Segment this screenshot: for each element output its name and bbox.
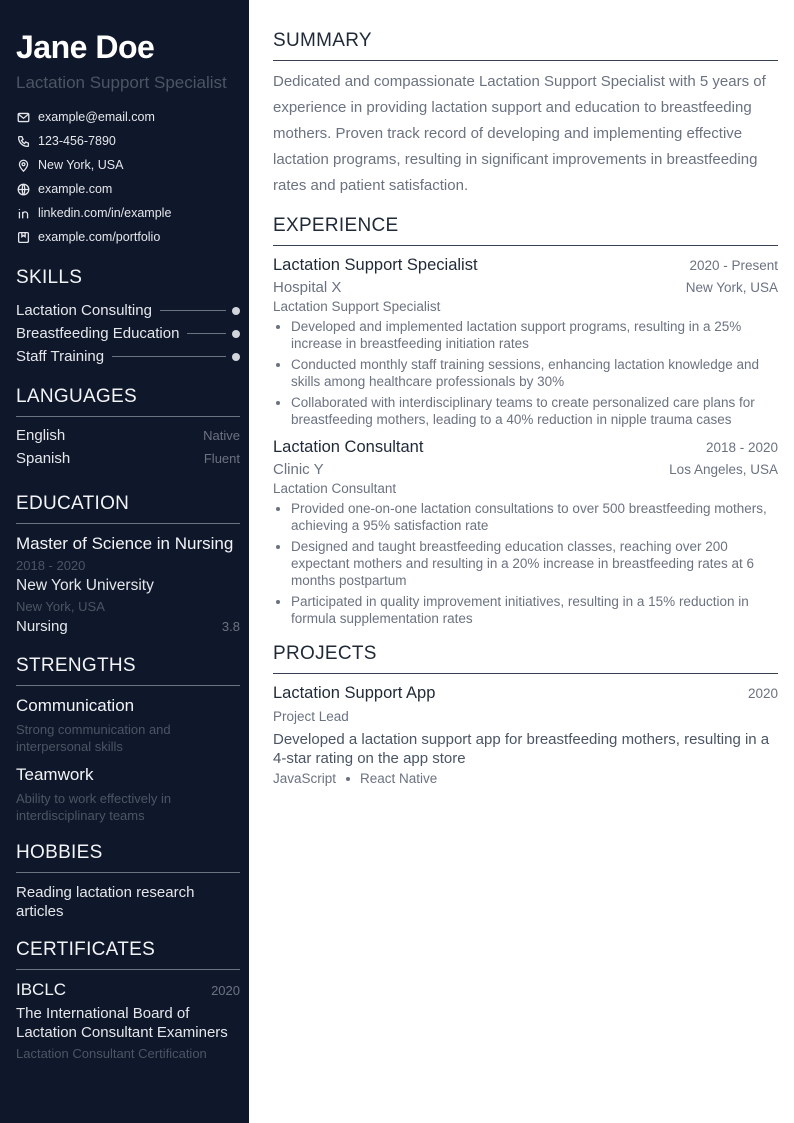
summary-heading: SUMMARY — [273, 30, 778, 61]
education-degree: Master of Science in Nursing — [16, 534, 234, 554]
hobby-item: Reading lactation research articles — [16, 884, 195, 921]
experience-entry — [273, 438, 778, 627]
experience-entry — [273, 256, 778, 428]
project-keywords — [273, 771, 778, 786]
contact-list — [16, 105, 240, 249]
strength-name: Teamwork — [16, 765, 94, 785]
hobbies-heading: HOBBIES — [16, 842, 240, 873]
certificate-row — [16, 980, 240, 1000]
job-company-row — [273, 461, 778, 478]
skill-dot — [232, 353, 240, 361]
job-company: Hospital X — [273, 279, 342, 296]
summary-text: Dedicated and compassionate Lactation Support Specialist with 5 years of experience in providing lactation support and education to breastfeeding mothers. Proven track record of developing and implementing effective lactation programs, resulting in significant improvements in breastfeeding rates and patient satisfaction. — [273, 73, 766, 194]
portfolio-icon — [16, 230, 30, 244]
certificate-issuer: The International Board of Lactation Consultant Examiners — [16, 1005, 228, 1042]
candidate-title: Lactation Support Specialist — [16, 73, 227, 93]
job-company: Clinic Y — [273, 461, 324, 478]
education-entry — [16, 534, 240, 635]
skill-label: Breastfeeding Education — [16, 325, 180, 343]
certificate-entry — [16, 980, 240, 1061]
contact-linkedin[interactable] — [16, 201, 240, 225]
job-location: New York, USA — [685, 280, 778, 295]
skills-heading: SKILLS — [16, 267, 83, 289]
skill-divider — [160, 310, 226, 311]
job-dates: 2018 - 2020 — [705, 440, 778, 455]
job-location: Los Angeles, USA — [669, 462, 778, 477]
contact-website-text: example.com — [38, 182, 113, 197]
keyword-separator — [346, 777, 350, 781]
certificates-heading: CERTIFICATES — [16, 939, 240, 970]
skill-item — [16, 345, 240, 368]
language-level: Native — [203, 428, 240, 444]
language-name: English — [16, 427, 66, 445]
education-dates: 2018 - 2020 — [16, 558, 86, 574]
education-area-row — [16, 618, 240, 635]
education-gpa: 3.8 — [221, 619, 240, 635]
language-level: Fluent — [203, 451, 240, 467]
skill-item — [16, 322, 240, 345]
sidebar — [0, 0, 249, 1123]
projects-heading: PROJECTS — [273, 643, 778, 674]
certificate-name: IBCLC — [16, 980, 67, 1000]
skill-divider — [187, 333, 226, 334]
project-year: 2020 — [747, 686, 778, 701]
job-role: Lactation Consultant — [273, 481, 397, 496]
project-header — [273, 684, 778, 703]
skill-dot — [232, 307, 240, 315]
contact-portfolio-text: example.com/portfolio — [38, 230, 161, 245]
education-location: New York, USA — [16, 599, 105, 615]
project-role: Project Lead — [273, 709, 349, 724]
certificate-year: 2020 — [211, 983, 240, 999]
languages-heading: LANGUAGES — [16, 386, 240, 417]
contact-email-text: example@email.com — [38, 110, 155, 125]
contact-email[interactable] — [16, 105, 240, 129]
project-desc: Developed a lactation support app for breastfeeding mothers, resulting in a 4-star rating on the app store — [273, 731, 770, 767]
globe-icon — [16, 182, 30, 196]
job-dates: 2020 - Present — [689, 258, 778, 273]
skill-label: Lactation Consulting — [16, 302, 152, 320]
education-school: New York University — [16, 577, 154, 595]
skill-label: Staff Training — [16, 348, 105, 366]
contact-linkedin-text: linkedin.com/in/example — [38, 206, 172, 221]
contact-website[interactable] — [16, 177, 240, 201]
phone-icon — [16, 134, 30, 148]
skills-list — [16, 299, 240, 368]
skill-item — [16, 299, 240, 322]
certificate-desc: Lactation Consultant Certification — [16, 1046, 207, 1062]
linkedin-icon — [16, 206, 30, 220]
job-highlights — [273, 500, 778, 627]
highlight-item: • Designed and taught breastfeeding education classes, reaching over 200 expectant mothers and resulting in a 20% increase in breastfeeding rates at 6 months postpartum — [291, 538, 778, 589]
languages-list — [16, 427, 240, 473]
language-item — [16, 427, 240, 450]
job-role: Lactation Support Specialist — [273, 299, 441, 314]
language-name: Spanish — [16, 450, 71, 468]
highlight-item: • Provided one-on-one lactation consultations to over 500 breastfeeding mothers, achieving a 95% satisfaction rate — [291, 500, 778, 534]
main-content — [249, 0, 794, 1123]
highlight-item: • Participated in quality improvement initiatives, resulting in a 15% reduction in formula supplementation rates — [291, 593, 778, 627]
highlight-item: • Conducted monthly staff training sessions, enhancing lactation knowledge and skills among healthcare professionals by 30% — [291, 356, 778, 390]
education-heading: EDUCATION — [16, 493, 240, 524]
job-title: Lactation Support Specialist — [273, 256, 478, 274]
keyword: React Native — [360, 771, 438, 786]
contact-location — [16, 153, 240, 177]
strength-desc: Ability to work effectively in interdisciplinary teams — [16, 791, 172, 824]
mail-icon — [16, 110, 30, 124]
skill-divider — [112, 356, 226, 357]
strength-name: Communication — [16, 696, 135, 716]
skill-dot — [232, 330, 240, 338]
experience-heading: EXPERIENCE — [273, 215, 778, 246]
project-name: Lactation Support App — [273, 684, 436, 702]
location-pin-icon — [16, 158, 30, 172]
highlight-item: • Developed and implemented lactation support programs, resulting in a 25% increase in breastfeeding initiation rates — [291, 318, 778, 352]
contact-location-text: New York, USA — [38, 158, 124, 173]
job-highlights — [273, 318, 778, 428]
strengths-heading: STRENGTHS — [16, 655, 240, 686]
strength-desc: Strong communication and interpersonal skills — [16, 722, 171, 755]
contact-portfolio[interactable] — [16, 225, 240, 249]
job-title: Lactation Consultant — [273, 438, 424, 456]
strengths-list — [16, 696, 240, 824]
contact-phone-text: 123-456-7890 — [38, 134, 116, 149]
language-item — [16, 450, 240, 473]
job-header — [273, 256, 778, 275]
education-area: Nursing — [16, 618, 68, 636]
candidate-name: Jane Doe — [16, 29, 155, 65]
contact-phone[interactable] — [16, 129, 240, 153]
keyword: JavaScript — [273, 771, 337, 786]
highlight-item: • Collaborated with interdisciplinary teams to create personalized care plans for breastfeeding mothers, leading to a 40% reduction in nipple trauma cases — [291, 394, 778, 428]
job-company-row — [273, 279, 778, 296]
project-entry — [273, 684, 778, 786]
job-header — [273, 438, 778, 457]
